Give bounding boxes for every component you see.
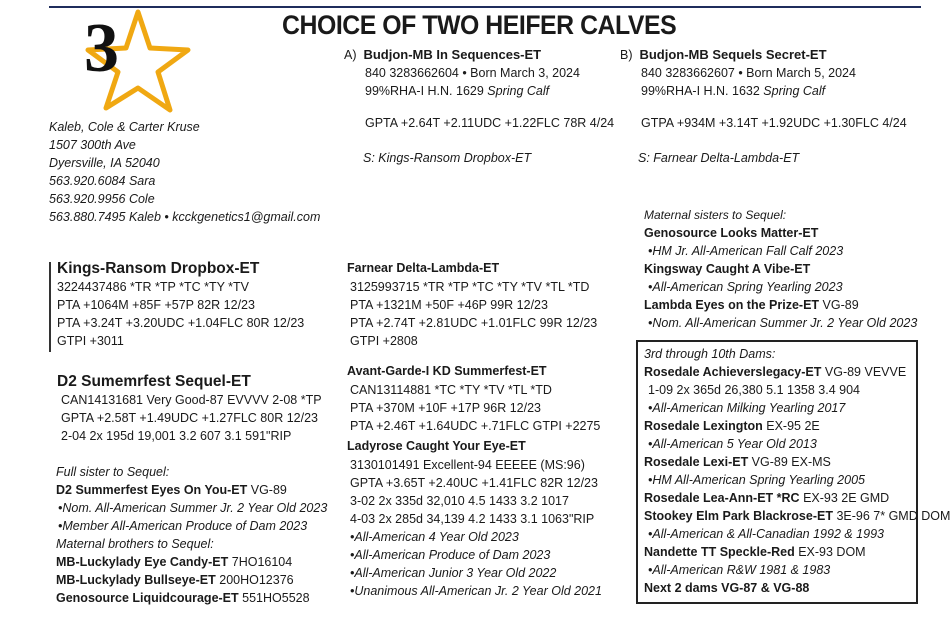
dams-header: 3rd through 10th Dams:	[644, 347, 776, 361]
sire-b-line3: PTA +2.74T +2.81UDC +1.01FLC 99R 12/23	[350, 316, 598, 330]
maternal-granddam-note4: •Unanimous All-American Jr. 2 Year Old 2021	[350, 584, 602, 598]
dam-3-record: 1-09 2x 365d 26,380 5.1 1358 3.4 904	[648, 383, 860, 397]
maternal-sisters-header: Maternal sisters to Sequel:	[644, 208, 787, 222]
dam-name: D2 Sumemrfest Sequel-ET	[57, 373, 251, 390]
maternal-granddam-note2: •All-American Produce of Dam 2023	[350, 548, 551, 562]
next-dams: Next 2 dams VG-87 & VG-88	[644, 581, 810, 595]
dam-7-note: •All-American & All-Canadian 1992 & 1993	[648, 527, 884, 541]
dam-7-classification: 3E-96 7* GMD DOM	[832, 509, 950, 523]
maternal-grandsire-name: Avant-Garde-I KD Summerfest-ET	[347, 364, 547, 378]
full-sister-header: Full sister to Sequel:	[56, 465, 170, 479]
owner-phone-kaleb-email: 563.880.7495 Kaleb • kcckgenetics1@gmail.com	[49, 210, 321, 224]
maternal-granddam-note1: •All-American 4 Year Old 2023	[350, 530, 519, 544]
dam-line3: 2-04 2x 195d 19,001 3.2 607 3.1 591"RIP	[61, 429, 292, 443]
sire-a-line1: 3224437486 *TR *TP *TC *TY *TV	[57, 280, 249, 294]
brother-3-name: Genosource Liquidcourage-ET	[56, 591, 239, 605]
option-a-class: Spring Calf	[487, 84, 550, 98]
brothers-header: Maternal brothers to Sequel:	[56, 537, 214, 551]
brother-1-name: MB-Luckylady Eye Candy-ET	[56, 555, 229, 569]
dams-block	[644, 345, 950, 597]
brother-1-code: 7HO16104	[228, 555, 293, 569]
maternal-sister-1-name: Genosource Looks Matter-ET	[644, 226, 819, 240]
option-a-name: Budjon-MB In Sequences-ET	[363, 47, 542, 62]
dam-6-classification: EX-93 2E GMD	[799, 491, 890, 505]
dam-5-note: •HM All-American Spring Yearling 2005	[648, 473, 865, 487]
dam-8-name: Nandette TT Speckle-Red	[644, 545, 795, 559]
sire-a-line4: GTPI +3011	[57, 334, 124, 348]
owner-phone-cole: 563.920.9956 Cole	[49, 192, 155, 206]
dam-4-note: •All-American 5 Year Old 2013	[648, 437, 817, 451]
option-b-id: 840 3283662607 • Born March 5, 2024	[641, 66, 856, 80]
dam-6-name: Rosedale Lea-Ann-ET *RC	[644, 491, 800, 505]
maternal-granddam-line3: 3-02 2x 335d 32,010 4.5 1433 3.2 1017	[350, 494, 569, 508]
sire-b-line4: GTPI +2808	[350, 334, 418, 348]
option-b-name: Budjon-MB Sequels Secret-ET	[639, 47, 827, 62]
maternal-granddam-note3: •All-American Junior 3 Year Old 2022	[350, 566, 557, 580]
maternal-sisters-block	[644, 206, 917, 332]
dam-8-classification: EX-93 DOM	[794, 545, 866, 559]
dam-3-classification: VG-89 VEVVE	[821, 365, 907, 379]
sire-a-line2: PTA +1064M +85F +57P 82R 12/23	[57, 298, 255, 312]
dam-line2: GPTA +2.58T +1.49UDC +1.27FLC 80R 12/23	[61, 411, 318, 425]
dam-3-note: •All-American Milking Yearling 2017	[648, 401, 846, 415]
maternal-granddam-line4: 4-03 2x 285d 34,139 4.2 1433 3.1 1063"RIP	[350, 512, 595, 526]
maternal-sister-2-name: Kingsway Caught A Vibe-ET	[644, 262, 811, 276]
maternal-granddam-block	[347, 437, 602, 600]
maternal-sister-1-note: •HM Jr. All-American Fall Calf 2023	[648, 244, 844, 258]
maternal-grandsire-block	[347, 362, 600, 435]
lot-number: 3	[84, 10, 119, 87]
dam-3-name: Rosedale Achieverslegacy-ET	[644, 365, 822, 379]
sire-b-name: Farnear Delta-Lambda-ET	[347, 261, 500, 275]
dam-4-classification: EX-95 2E	[762, 419, 820, 433]
maternal-sister-3-score: VG-89	[819, 298, 859, 312]
option-a-rha: 99%RHA-I H.N. 1629	[365, 84, 488, 98]
owner-city: Dyersville, IA 52040	[49, 156, 160, 170]
brother-2-name: MB-Luckylady Bullseye-ET	[56, 573, 216, 587]
maternal-granddam-name: Ladyrose Caught Your Eye-ET	[347, 439, 526, 453]
maternal-sister-3-note: •Nom. All-American Summer Jr. 2 Year Old 2023	[648, 316, 918, 330]
dam-5-classification: VG-89 EX-MS	[748, 455, 831, 469]
owner-address: 1507 300th Ave	[49, 138, 136, 152]
full-sister-note1: •Nom. All-American Summer Jr. 2 Year Old 2023	[58, 501, 328, 515]
dam-5-name: Rosedale Lexi-ET	[644, 455, 749, 469]
option-a-prefix: A)	[344, 48, 357, 62]
brother-2-code: 200HO12376	[215, 573, 294, 587]
option-b-prefix: B)	[620, 48, 633, 62]
option-b-class: Spring Calf	[763, 84, 826, 98]
sire-a-name: Kings-Ransom Dropbox-ET	[57, 260, 260, 277]
dam-block	[57, 372, 322, 445]
full-sister-score: VG-89	[247, 483, 287, 497]
option-a-sire: S: Kings-Ransom Dropbox-ET	[363, 151, 532, 165]
maternal-sister-3-name: Lambda Eyes on the Prize-ET	[644, 298, 820, 312]
maternal-grandsire-line2: PTA +370M +10F +17P 96R 12/23	[350, 401, 541, 415]
option-b-sire: S: Farnear Delta-Lambda-ET	[638, 151, 800, 165]
owner-name: Kaleb, Cole & Carter Kruse	[49, 120, 200, 134]
option-a-gpta: GPTA +2.64T +2.11UDC +1.22FLC 78R 4/24	[365, 116, 615, 130]
page-title: CHOICE OF TWO HEIFER CALVES	[282, 10, 677, 40]
brother-3-code: 551HO5528	[238, 591, 310, 605]
full-sister-block	[56, 463, 327, 607]
maternal-sister-2-note: •All-American Spring Yearling 2023	[648, 280, 843, 294]
option-a-id: 840 3283662604 • Born March 3, 2024	[365, 66, 580, 80]
maternal-granddam-line1: 3130101491 Excellent-94 EEEEE (MS:96)	[350, 458, 585, 472]
dam-line1: CAN14131681 Very Good-87 EVVVV 2-08 *TP	[61, 393, 322, 407]
pedigree-bracket	[49, 262, 51, 352]
full-sister-note2: •Member All-American Produce of Dam 2023	[58, 519, 308, 533]
dam-7-name: Stookey Elm Park Blackrose-ET	[644, 509, 833, 523]
full-sister-name: D2 Summerfest Eyes On You-ET	[56, 483, 248, 497]
sire-b-block	[347, 259, 597, 350]
option-b	[620, 46, 907, 167]
option-b-rha: 99%RHA-I H.N. 1632	[641, 84, 764, 98]
maternal-grandsire-line3: PTA +2.46T +1.64UDC +.71FLC GTPI +2275	[350, 419, 601, 433]
dam-4-name: Rosedale Lexington	[644, 419, 763, 433]
maternal-grandsire-line1: CAN13114881 *TC *TY *TV *TL *TD	[350, 383, 552, 397]
sire-b-line2: PTA +1321M +50F +46P 99R 12/23	[350, 298, 548, 312]
option-b-gpta: GTPA +934M +3.14T +1.92UDC +1.30FLC 4/24	[641, 116, 907, 130]
sire-a-block	[57, 259, 304, 350]
dam-8-note: •All-American R&W 1981 & 1983	[648, 563, 831, 577]
sire-a-line3: PTA +3.24T +3.20UDC +1.04FLC 80R 12/23	[57, 316, 305, 330]
option-a	[344, 46, 614, 167]
sire-b-line1: 3125993715 *TR *TP *TC *TY *TV *TL *TD	[350, 280, 590, 294]
owner-phone-sara: 563.920.6084 Sara	[49, 174, 156, 188]
maternal-granddam-line2: GPTA +3.65T +2.40UC +1.41FLC 82R 12/23	[350, 476, 598, 490]
